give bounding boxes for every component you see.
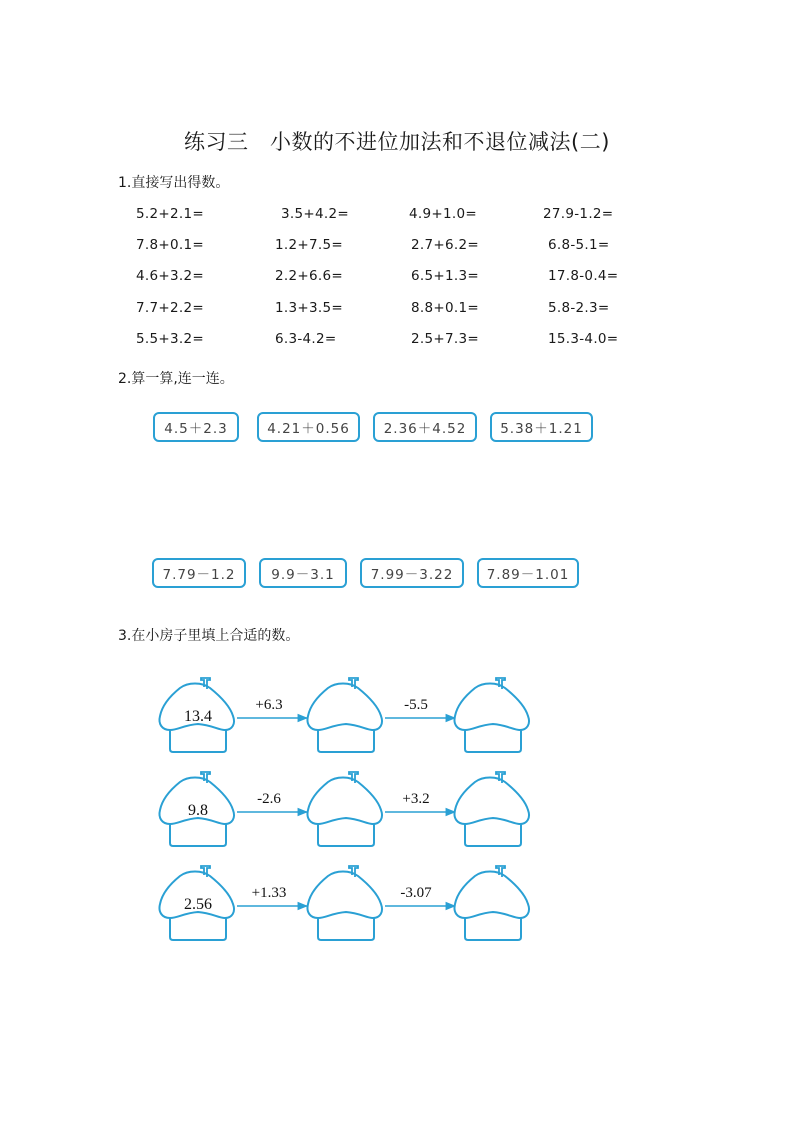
q1-item: 15.3-4.0=: [548, 331, 619, 347]
q1-item: 1.3+3.5=: [275, 300, 343, 316]
house-icon[interactable]: [307, 772, 382, 846]
q1-item: 6.3-4.2=: [275, 331, 337, 347]
question-1-label: 1.直接写出得数。: [118, 175, 230, 191]
operation-label: +6.3: [255, 697, 283, 713]
top-expression-box[interactable]: 4.21＋0.56: [257, 412, 360, 442]
q1-item: 5.2+2.1=: [136, 206, 204, 222]
q1-item: 8.8+0.1=: [411, 300, 479, 316]
house-icon[interactable]: [454, 772, 529, 846]
q1-item: 7.7+2.2=: [136, 300, 204, 316]
q1-item: 5.8-2.3=: [548, 300, 610, 316]
q1-item: 5.5+3.2=: [136, 331, 204, 347]
q1-item: 17.8-0.4=: [548, 268, 619, 284]
house-start-number: 13.4: [184, 708, 212, 725]
operation-label: -5.5: [404, 697, 428, 713]
question-3-label: 3.在小房子里填上合适的数。: [118, 628, 300, 644]
q1-item: 2.2+6.6=: [275, 268, 343, 284]
question-2-label: 2.算一算,连一连。: [118, 371, 234, 387]
page-title: 练习三 小数的不进位加法和不退位减法(二): [184, 130, 610, 154]
bottom-expression-box[interactable]: 7.99－3.22: [360, 558, 464, 588]
q1-item: 1.2+7.5=: [275, 237, 343, 253]
q1-item: 3.5+4.2=: [281, 206, 349, 222]
house-icon[interactable]: [159, 772, 234, 846]
q1-item: 7.8+0.1=: [136, 237, 204, 253]
operation-label: -3.07: [400, 885, 432, 901]
q1-item: 6.5+1.3=: [411, 268, 479, 284]
q1-item: 2.7+6.2=: [411, 237, 479, 253]
house-icon[interactable]: [307, 866, 382, 940]
top-expression-box[interactable]: 4.5＋2.3: [153, 412, 239, 442]
operation-label: -2.6: [257, 791, 281, 807]
top-expression-box[interactable]: 2.36＋4.52: [373, 412, 477, 442]
q1-item: 27.9-1.2=: [543, 206, 614, 222]
house-start-number: 2.56: [184, 896, 212, 913]
house-icon[interactable]: [454, 866, 529, 940]
q1-item: 4.6+3.2=: [136, 268, 204, 284]
house-icon[interactable]: [159, 678, 234, 752]
house-start-number: 9.8: [188, 802, 208, 819]
q1-item: 4.9+1.0=: [409, 206, 477, 222]
house-icon[interactable]: [307, 678, 382, 752]
operation-label: +1.33: [251, 885, 287, 901]
bottom-expression-box[interactable]: 9.9－3.1: [259, 558, 347, 588]
operation-label: +3.2: [402, 791, 430, 807]
q1-item: 6.8-5.1=: [548, 237, 610, 253]
house-icon[interactable]: [159, 866, 234, 940]
bottom-expression-box[interactable]: 7.89－1.01: [477, 558, 579, 588]
bottom-expression-box[interactable]: 7.79－1.2: [152, 558, 246, 588]
q1-item: 2.5+7.3=: [411, 331, 479, 347]
top-expression-box[interactable]: 5.38＋1.21: [490, 412, 593, 442]
house-icon[interactable]: [454, 678, 529, 752]
